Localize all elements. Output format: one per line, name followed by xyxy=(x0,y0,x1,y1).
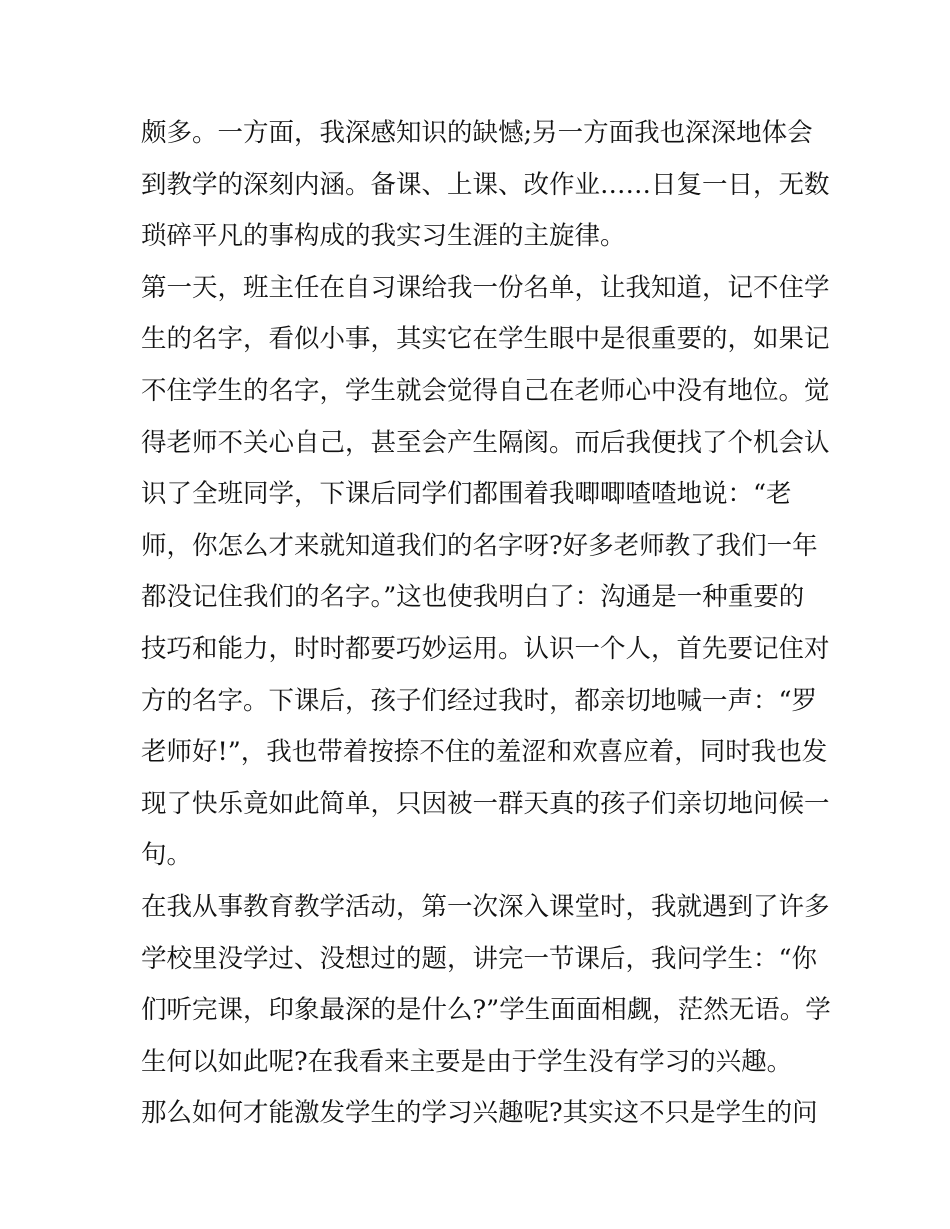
text-line: 颇多。一方面，我深感知识的缺憾;另一方面我也深深地体会 xyxy=(141,118,813,148)
text-line: 在我从事教育教学活动，第一次深入课堂时，我就遇到了许多 xyxy=(141,891,830,922)
text-line: 得老师不关心自己，甚至会产生隔阂。而后我便找了个机会认 xyxy=(141,427,830,458)
text-line: 识了全班同学，下课后同学们都围着我唧唧喳喳地说：“老 xyxy=(141,479,792,510)
text-line: 学校里没学过、没想过的题，讲完一节课后，我问学生：“你 xyxy=(141,943,818,974)
text-line: 生的名字，看似小事，其实它在学生眼中是很重要的，如果记 xyxy=(141,324,830,355)
text-line: 们听完课，印象最深的是什么?”学生面面相觑，茫然无语。学 xyxy=(141,995,831,1026)
text-line: 方的名字。下课后，孩子们经过我时，都亲切地喊一声：“罗 xyxy=(141,685,818,716)
text-line: 师，你怎么才来就知道我们的名字呀?好多老师教了我们一年 xyxy=(141,530,818,561)
text-line: 句。 xyxy=(141,840,193,871)
text-line: 琐碎平凡的事构成的我实习生涯的主旋律。 xyxy=(141,221,626,252)
text-line: 生何以如此呢?在我看来主要是由于学生没有学习的兴趣。 xyxy=(141,1046,793,1077)
text-line: 都没记住我们的名字。”这也使我明白了：沟通是一种重要的 xyxy=(141,582,805,613)
body-text xyxy=(141,108,831,1140)
text-line: 那么如何才能激发学生的学习兴趣呢?其实这不只是学生的问 xyxy=(141,1098,818,1129)
text-line: 第一天，班主任在自习课给我一份名单，让我知道，记不住学 xyxy=(141,272,830,303)
text-line: 技巧和能力，时时都要巧妙运用。认识一个人，首先要记住对 xyxy=(141,633,830,664)
text-line: 到教学的深刻内涵。备课、上课、改作业……日复一日，无数 xyxy=(141,169,830,200)
text-line: 不住学生的名字，学生就会觉得自己在老师心中没有地位。觉 xyxy=(141,375,830,406)
text-line: 老师好!”，我也带着按捺不住的羞涩和欢喜应着，同时我也发 xyxy=(141,737,828,768)
text-line: 现了快乐竟如此简单，只因被一群天真的孩子们亲切地问候一 xyxy=(141,788,830,819)
